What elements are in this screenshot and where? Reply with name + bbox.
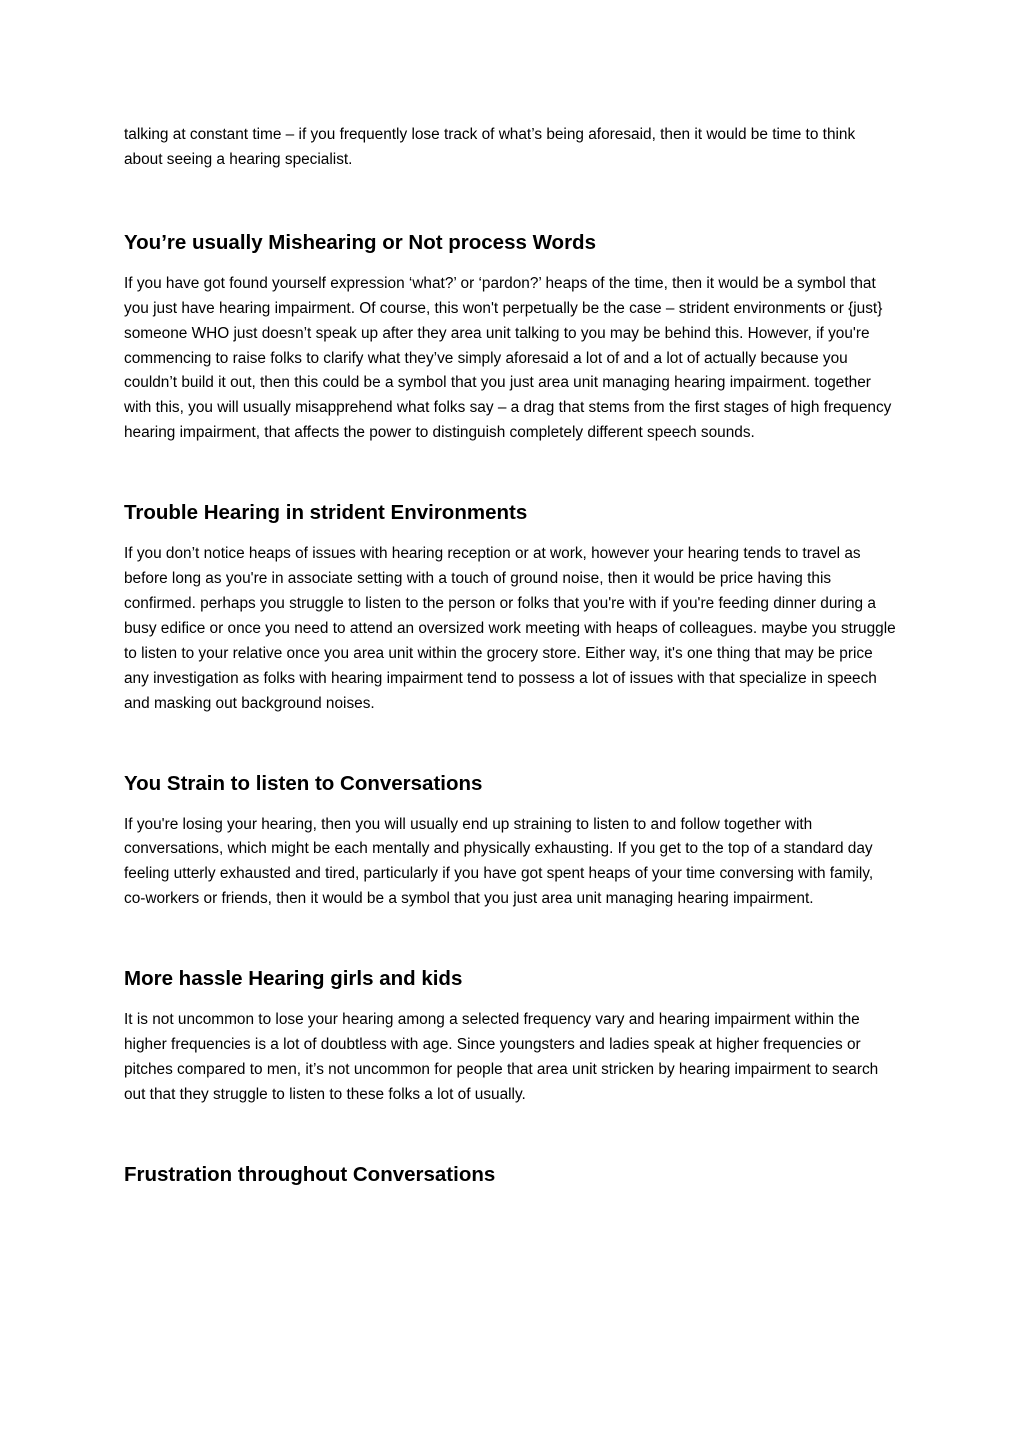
section-heading: More hassle Hearing girls and kids: [124, 967, 463, 991]
document-page: [124, 123, 896, 1242]
section-mishearing: [124, 230, 896, 446]
section-paragraph: It is not uncommon to lose your hearing among a selected frequency vary and hearing impairment within the higher frequencies is a lot of doubtless with age. Since youngsters and ladies speak at higher frequencies or pitches compared to men, it’s not uncommon for people that area unit stricken by hearing impairment to search out that they struggle to listen to these folks a lot of usually.: [124, 1011, 879, 1103]
section-heading: You Strain to listen to Conversations: [124, 771, 483, 795]
section-heading: Trouble Hearing in strident Environments: [124, 501, 528, 525]
section-heading: Frustration throughout Conversations: [124, 1162, 496, 1186]
section-paragraph: If you have got found yourself expression ‘what?’ or ‘pardon?’ heaps of the time, then it would be a symbol that you just have hearing impairment. Of course, this won't perpetually be the case – strident environments or {just} someone WHO just doesn’t speak up after they area unit talking to you may be behind this. However, if you're commencing to raise folks to clarify what they’ve simply aforesaid a lot of and a lot of actually because you couldn’t build it out, then this could be a symbol that you just area unit managing hearing impairment. together with this, you will usually misapprehend what folks say – a drag that stems from the first stages of high frequency hearing impairment, that affects the power to distinguish completely different speech sounds.: [124, 274, 892, 442]
intro-paragraph: talking at constant time – if you frequently lose track of what’s being aforesaid, then it would be time to think about seeing a hearing specialist.: [124, 126, 856, 168]
section-paragraph: If you're losing your hearing, then you will usually end up straining to listen to and follow together with conversations, which might be each mentally and physically exhausting. If you get to the top of a standard day feeling utterly exhausted and tired, particularly if you have got spent heaps of your time conversing with family, co-workers or friends, then it would be a symbol that you just area unit managing hearing impairment.: [124, 815, 874, 908]
section-heading: You’re usually Mishearing or Not process Words: [124, 230, 596, 254]
section-strain-conversations: [124, 771, 896, 913]
section-women-children: [124, 966, 896, 1108]
section-noisy-environments: [124, 500, 896, 716]
section-frustration: [124, 1162, 896, 1188]
section-paragraph: If you don’t notice heaps of issues with hearing reception or at work, however your hearing tends to travel as before long as you're in associate setting with a touch of ground noise, then it would be price having this confirmed. perhaps you struggle to listen to the person or folks that you're with if you're feeding dinner during a busy edifice or once you need to attend an oversized work meeting with heaps of colleagues. maybe you struggle to listen to your relative once you area unit within the grocery store. Either way, it's one thing that may be price any investigation as folks with hearing impairment tend to possess a lot of issues with that specialize in speech and masking out background noises.: [124, 545, 896, 712]
